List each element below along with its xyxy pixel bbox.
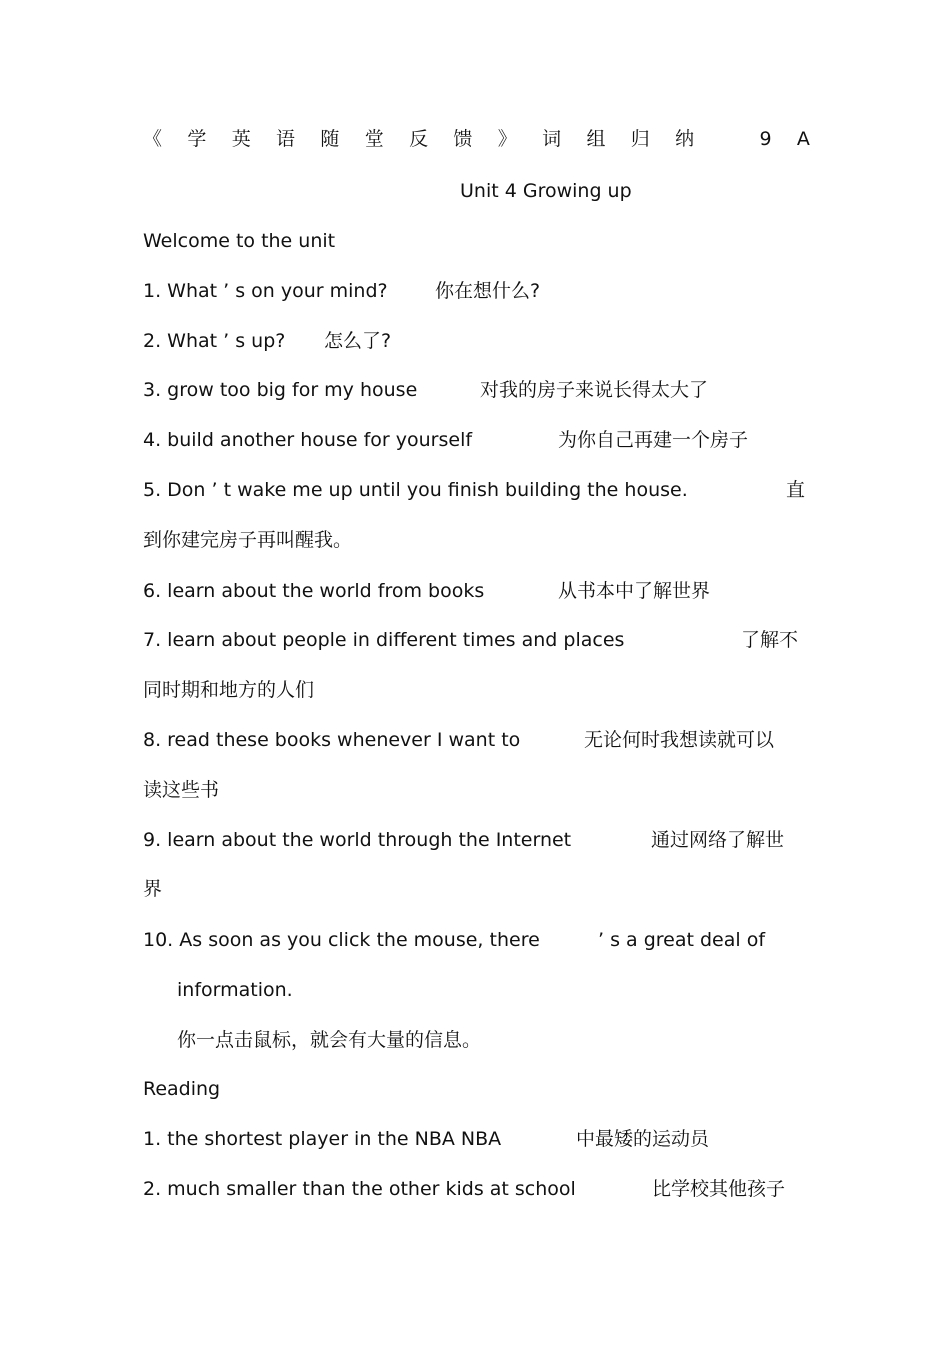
title-char: 学 — [187, 128, 207, 150]
phrase-cn: 你在想什么? — [435, 280, 541, 302]
phrase-en: 2. What ’ s up? — [143, 330, 286, 352]
title-char: 英 — [231, 128, 251, 150]
phrase-cn: 中最矮的运动员 — [576, 1128, 710, 1150]
phrase-en: 2. much smaller than the other kids at school — [143, 1178, 576, 1200]
unit-subtitle: Unit 4 Growing up — [460, 180, 632, 202]
title-char: 语 — [276, 128, 296, 150]
phrase-cn-continued: 读这些书 — [143, 779, 220, 801]
title-char: 词 — [542, 128, 562, 150]
title-char: 《 — [143, 128, 163, 150]
phrase-cn: 通过网络了解世 — [651, 829, 785, 851]
phrase-en: 3. grow too big for my house — [143, 379, 418, 401]
phrase-cn: 了解不 — [741, 629, 799, 651]
phrase-cn-continued: 界 — [143, 878, 163, 900]
title-char: 反 — [409, 128, 429, 150]
phrase-cn: 你一点击鼠标，就会有大量的信息。 — [177, 1029, 482, 1051]
title-char: 9 — [759, 128, 772, 150]
phrase-cn: 比学校其他孩子 — [652, 1178, 786, 1200]
phrase-en: 4. build another house for yourself — [143, 429, 473, 451]
phrase-en: 7. learn about people in different times and places — [143, 629, 625, 651]
title-char: 随 — [320, 128, 340, 150]
title-char: 纳 — [675, 128, 695, 150]
phrase-en: 5. Don ’ t wake me up until you finish building the house. — [143, 479, 688, 501]
title-char: 归 — [630, 128, 650, 150]
phrase-en-continued: information. — [177, 979, 293, 1001]
phrase-en: 9. learn about the world through the Internet — [143, 829, 572, 851]
section-heading-reading: Reading — [143, 1078, 221, 1100]
title-char: 堂 — [364, 128, 384, 150]
phrase-cn: 直 — [786, 479, 806, 501]
phrase-cn: 为你自己再建一个房子 — [558, 429, 749, 451]
phrase-en: 10. As soon as you click the mouse, there — [143, 929, 540, 951]
phrase-en: 1. What ’ s on your mind? — [143, 280, 388, 302]
phrase-en: 6. learn about the world from books — [143, 580, 485, 602]
phrase-cn: 从书本中了解世界 — [558, 580, 711, 602]
phrase-cn-continued: 同时期和地方的人们 — [143, 679, 315, 701]
section-heading-welcome: Welcome to the unit — [143, 230, 336, 252]
title-char: 》 — [497, 128, 517, 150]
title-char: 组 — [586, 128, 606, 150]
phrase-cn: 无论何时我想读就可以 — [584, 729, 775, 751]
phrase-cn: 怎么了? — [324, 330, 392, 352]
phrase-en-continued: ’ s a great deal of — [598, 929, 766, 951]
phrase-en: 1. the shortest player in the NBA NBA — [143, 1128, 502, 1150]
phrase-cn-continued: 到你建完房子再叫醒我。 — [143, 529, 353, 551]
phrase-cn: 对我的房子来说长得太大了 — [480, 379, 709, 401]
title-char: 馈 — [453, 128, 473, 150]
title-char: A — [796, 128, 810, 150]
document-title — [143, 130, 810, 149]
phrase-en: 8. read these books whenever I want to — [143, 729, 521, 751]
